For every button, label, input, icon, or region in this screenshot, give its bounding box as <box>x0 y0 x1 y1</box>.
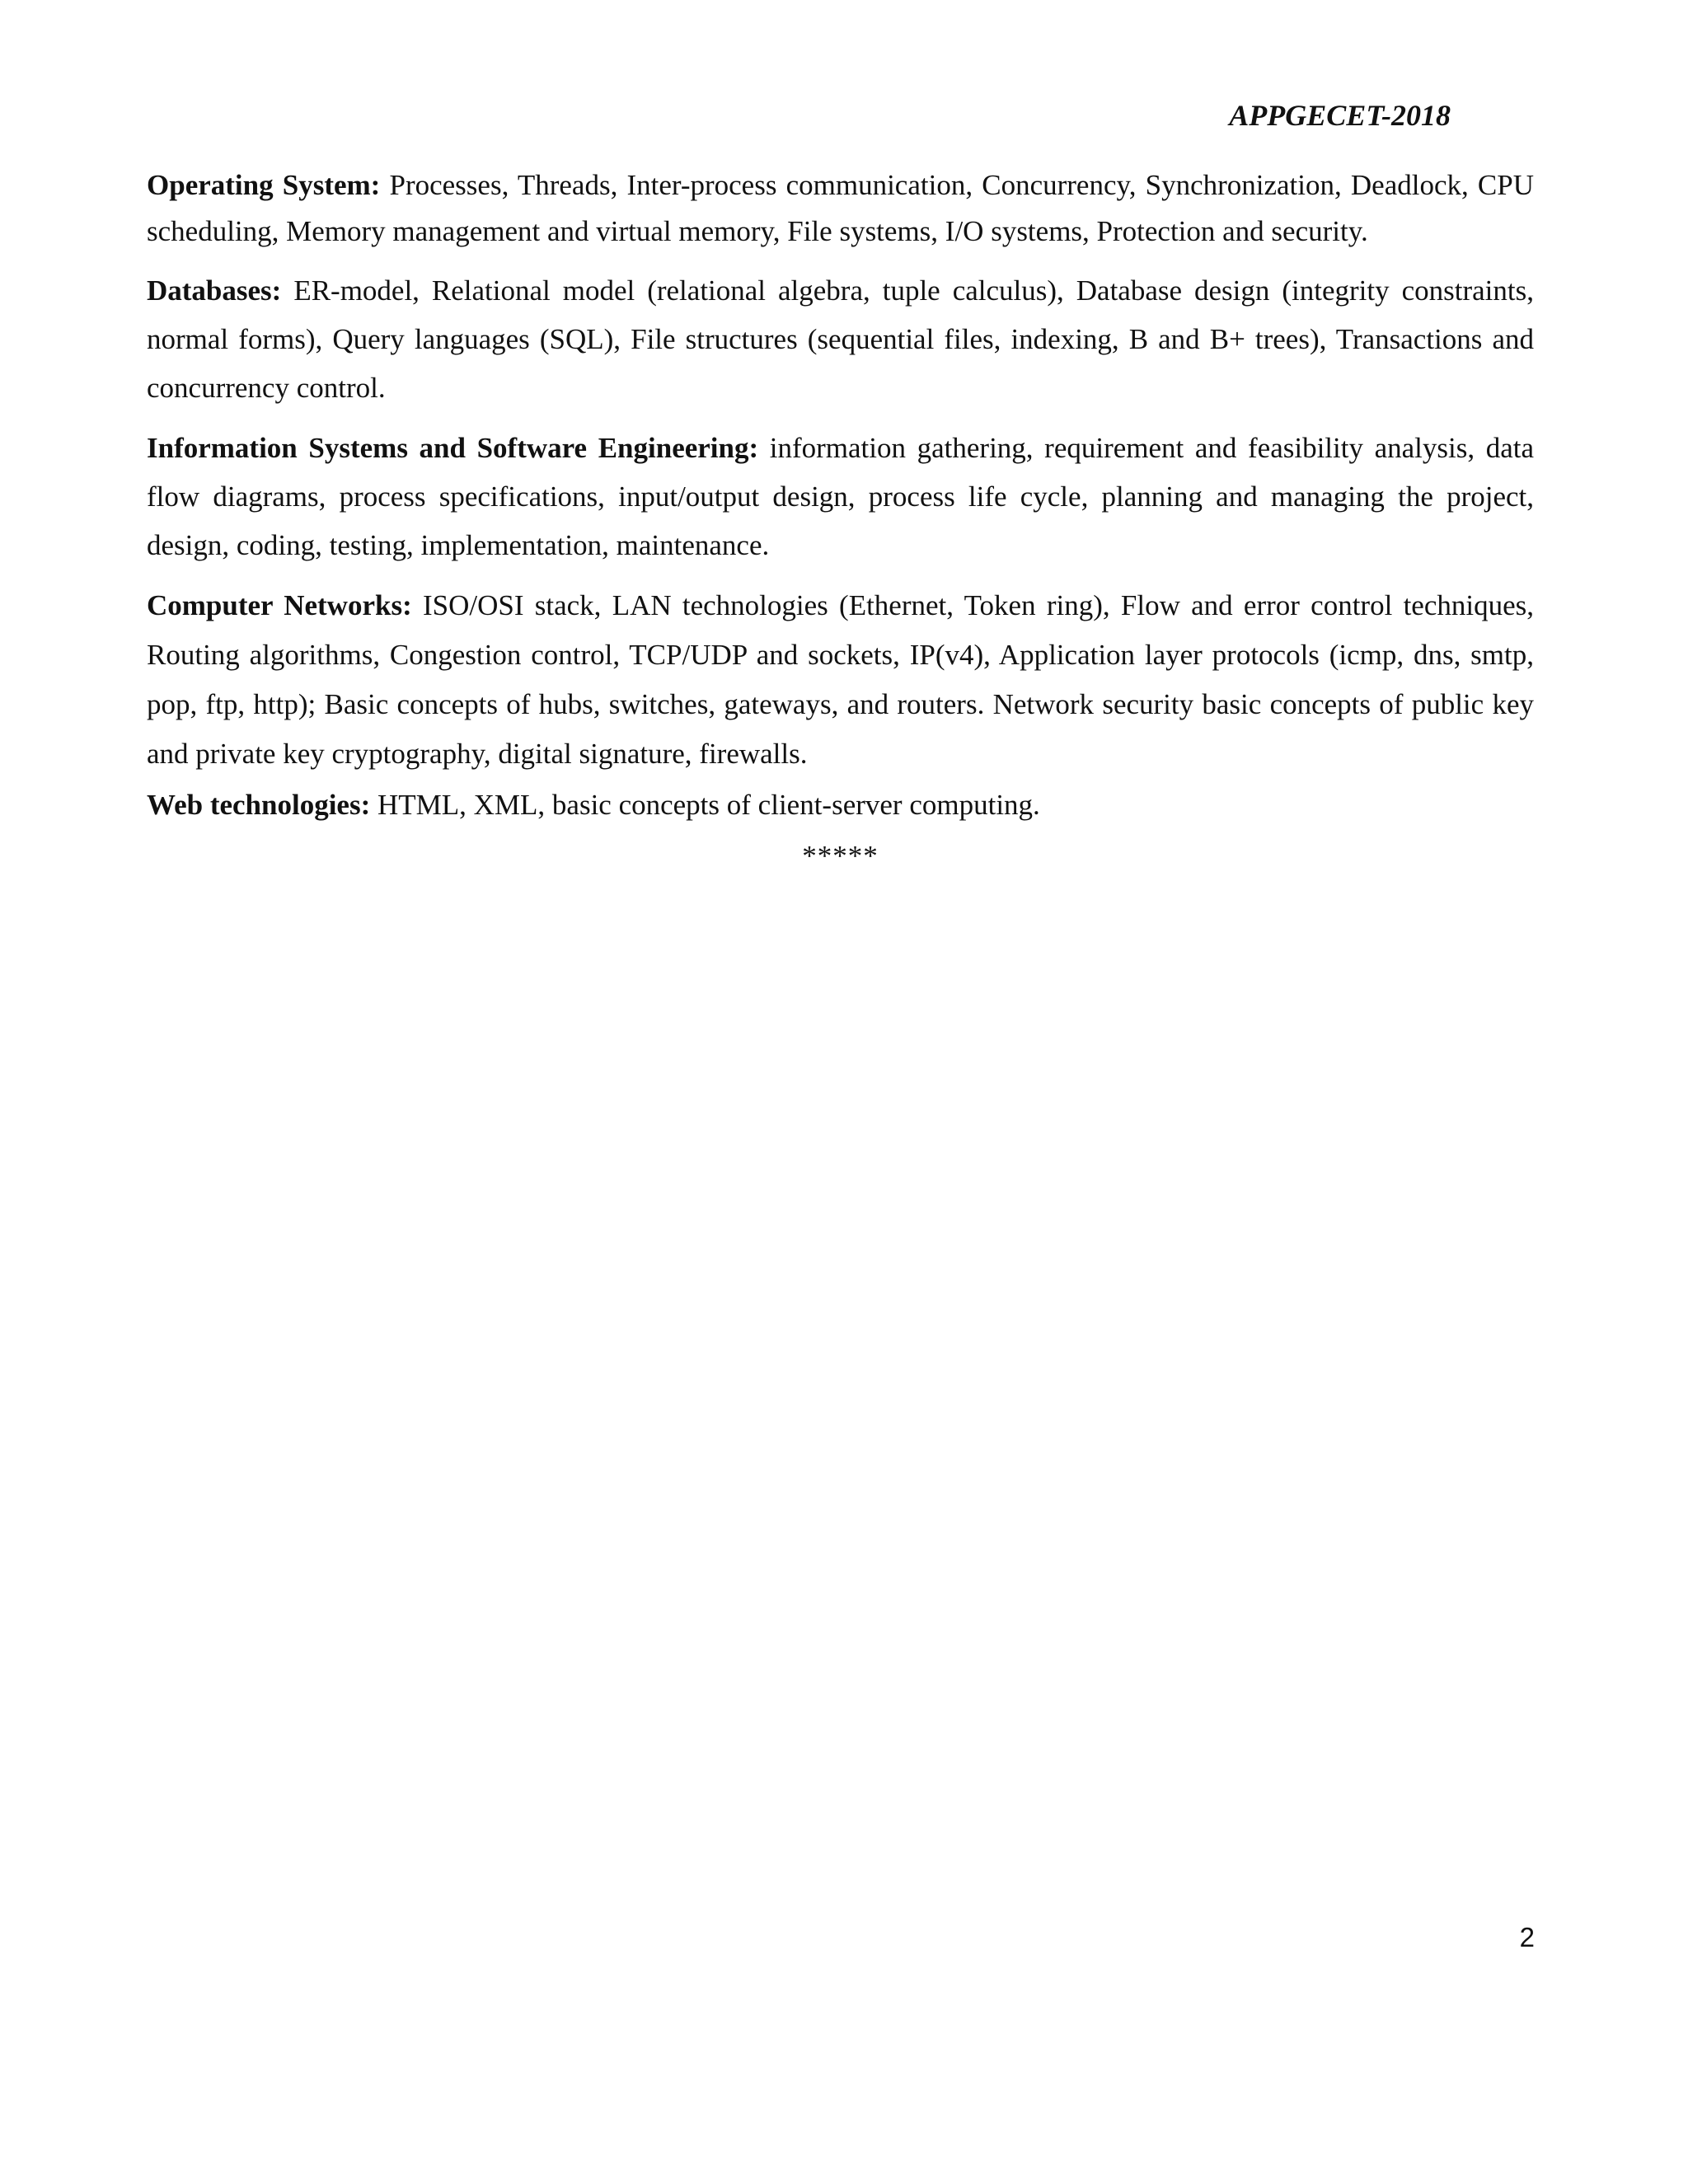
section-text: HTML, XML, basic concepts of client-server computing. <box>370 789 1040 821</box>
section-heading: Computer Networks: <box>147 589 412 621</box>
section-databases <box>147 266 1534 412</box>
section-text: Processes, Threads, Inter-process communication, Concurrency, Synchronization, Deadlock, CPU scheduling, Memory management and virtual memory, File systems, I/O systems, Protection and security. <box>147 169 1534 247</box>
section-heading: Web technologies: <box>147 789 371 821</box>
section-heading: Databases: <box>147 274 282 307</box>
section-heading: Operating System: <box>147 169 381 201</box>
section-operating-system <box>147 162 1534 255</box>
section-information-systems <box>147 424 1534 569</box>
section-computer-networks <box>147 581 1534 779</box>
exam-header-tag: APPGECET-2018 <box>1229 99 1451 132</box>
section-text: ER-model, Relational model (relational algebra, tuple calculus), Database design (integrity constraints, normal forms), Query languages (SQL), File structures (sequential files, indexing, B and B+ trees), Transactions and concurrency control. <box>147 274 1534 404</box>
section-text: ISO/OSI stack, LAN technologies (Ethernet, Token ring), Flow and error control techniques, Routing algorithms, Congestion control, TCP/UDP and sockets, IP(v4), Application layer protocols (icmp, dns, smtp, pop, ftp, http); Basic concepts of hubs, switches, gateways, and routers. Network security basic concepts of public key and private key cryptography, digital signature, firewalls. <box>147 589 1534 770</box>
end-of-section-mark: ***** <box>802 840 879 872</box>
section-text: information gathering, requirement and feasibility analysis, data flow diagrams, process specifications, input/output design, process life cycle, planning and managing the project, design, coding, testing, implementation, maintenance. <box>147 432 1534 561</box>
page-number: 2 <box>1519 1922 1535 1952</box>
syllabus-content <box>147 162 1534 881</box>
section-heading: Information Systems and Software Engineering: <box>147 432 759 464</box>
section-web-technologies <box>147 780 1534 830</box>
